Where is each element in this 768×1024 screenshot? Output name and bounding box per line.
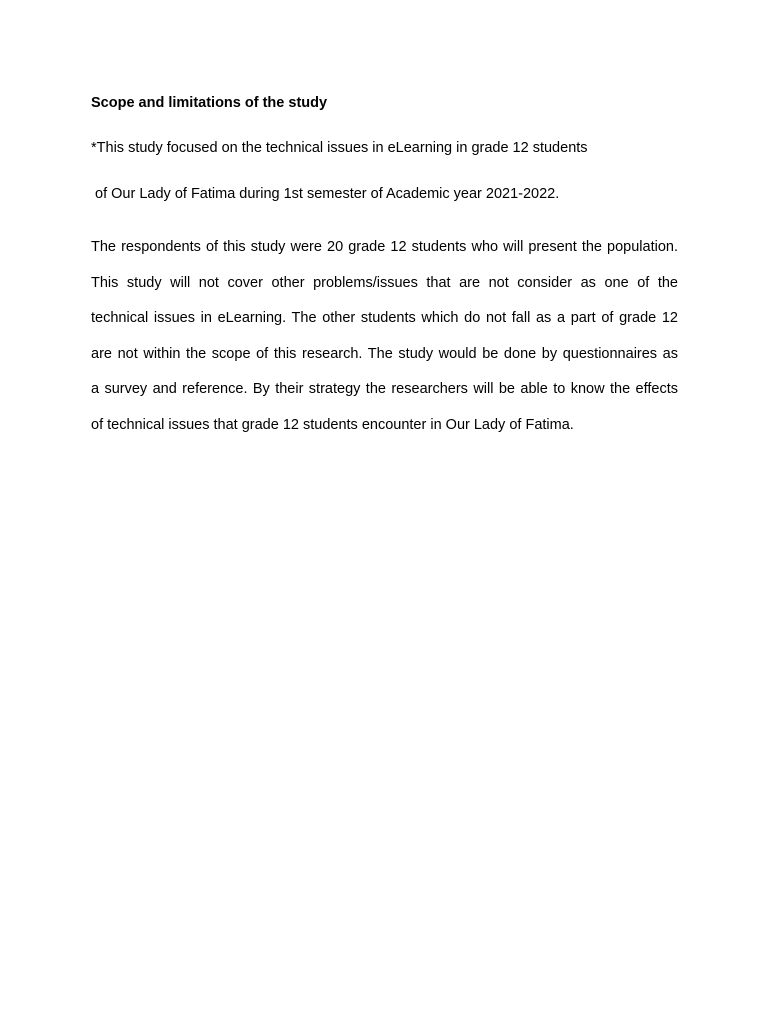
intro-line-2: of Our Lady of Fatima during 1st semester of Academic year 2021-2022. bbox=[91, 186, 560, 202]
paragraph-line: The respondents of this study were 20 grade 12 students who will present the population. bbox=[91, 239, 678, 255]
paragraph-line: This study will not cover other problems/issues that are not consider as one of the bbox=[91, 274, 678, 291]
paragraph-line: a survey and reference. By their strategy the researchers will be able to know the effects bbox=[91, 381, 678, 398]
paragraph-line: are not within the scope of this research. The study would be done by questionnaires as bbox=[91, 345, 678, 362]
section-heading: Scope and limitations of the study bbox=[91, 95, 328, 111]
paragraph-line: technical issues in eLearning. The other students which do not fall as a part of grade 12 bbox=[91, 310, 678, 327]
intro-line-1: *This study focused on the technical issues in eLearning in grade 12 students bbox=[91, 140, 588, 156]
body-paragraph bbox=[91, 230, 678, 444]
paragraph-line: of technical issues that grade 12 students encounter in Our Lady of Fatima. bbox=[91, 416, 574, 433]
